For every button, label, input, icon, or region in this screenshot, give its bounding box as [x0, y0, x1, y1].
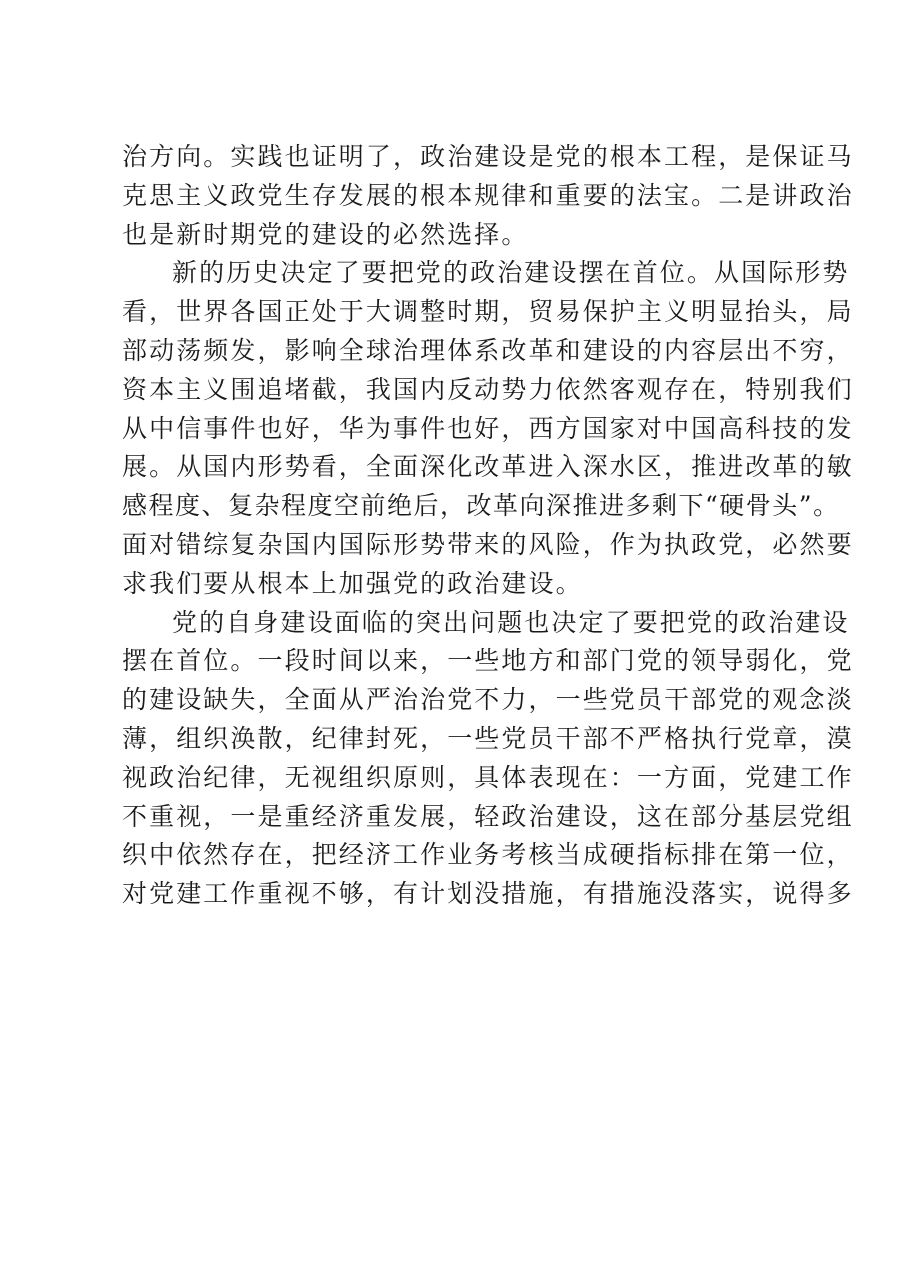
text-line: 展。从国内形势看，全面深化改革进入深水区，推进改革的敏 — [122, 452, 854, 482]
text-line: 克思主义政党生存发展的根本规律和重要的法宝。二是讲政治 — [122, 180, 854, 210]
text-line: 求我们要从根本上加强党的政治建设。 — [122, 568, 583, 598]
text-line: 看，世界各国正处于大调整时期，贸易保护主义明显抬头，局 — [122, 297, 854, 327]
text-line: 织中依然存在，把经济工作业务考核当成硬指标排在第一位， — [122, 840, 854, 870]
paragraph-first-line: 新的历史决定了要把党的政治建设摆在首位。从国际形势 — [172, 258, 850, 288]
body-text — [122, 138, 854, 914]
text-line: 面对错综复杂国内国际形势带来的风险，作为执政党，必然要 — [122, 529, 854, 559]
text-line: 视政治纪律，无视组织原则，具体表现在：一方面，党建工作 — [122, 762, 854, 792]
text-line: 治方向。实践也证明了，政治建设是党的根本工程，是保证马 — [122, 142, 854, 171]
text-line: 也是新时期党的建设的必然选择。 — [122, 219, 529, 249]
text-line: 摆在首位。一段时间以来，一些地方和部门党的领导弱化，党 — [122, 646, 854, 676]
text-line: 部动荡频发，影响全球治理体系改革和建设的内容层出不穷， — [122, 335, 854, 365]
text-line: 不重视，一是重经济重发展，轻政治建设，这在部分基层党组 — [122, 801, 854, 831]
text-line: 资本主义围追堵截，我国内反动势力依然客观存在，特别我们 — [122, 374, 854, 404]
text-line: 的建设缺失，全面从严治治党不力，一些党员干部党的观念淡 — [122, 685, 854, 715]
paragraph-first-line: 党的自身建设面临的突出问题也决定了要把党的政治建设 — [172, 607, 850, 637]
text-line: 感程度、复杂程度空前绝后，改革向深推进多剩下“硬骨头”。 — [122, 491, 840, 521]
text-line: 对党建工作重视不够，有计划没措施，有措施没落实，说得多 — [122, 879, 854, 909]
text-line: 从中信事件也好，华为事件也好，西方国家对中国高科技的发 — [122, 413, 854, 443]
text-line: 薄，组织涣散，纪律封死，一些党员干部不严格执行党章，漠 — [122, 723, 854, 753]
